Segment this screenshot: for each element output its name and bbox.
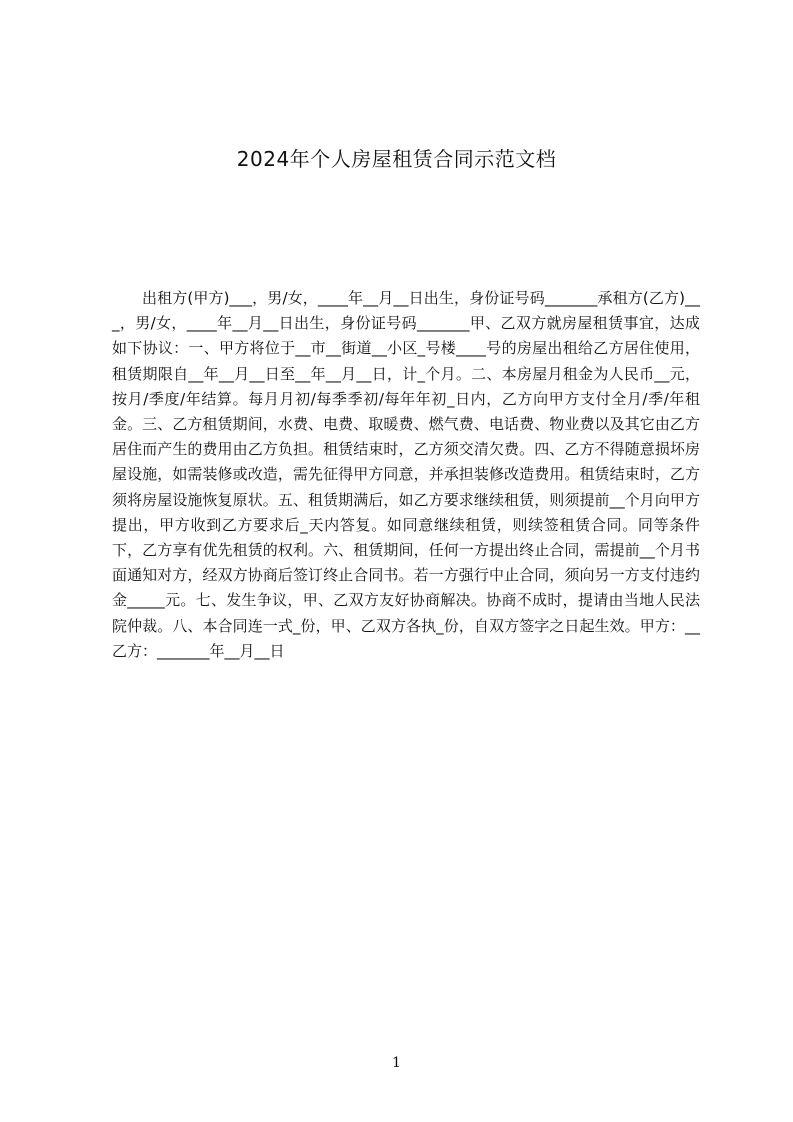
page-number: 1 xyxy=(392,1055,401,1071)
contract-body-paragraph: 出租方(甲方)___，男/女，____年__月__日出生，身份证号码_______承租方(乙方)___，男/女，____年__月__日出生，身份证号码_______甲、乙双方就房屋租赁事宜，达成如下协议：一、甲方将位于__市__街道__小区_号楼____号的房屋出租给乙方居住使用，租赁期限自__年__月__日至__年__月__日，计_个月。二、本房屋月租金为人民币__元，按月/季度/年结算。每月月初/每季季初/每年年初_日内，乙方向甲方支付全月/季/年租金。三、乙方租赁期间，水费、电费、取暖费、燃气费、电话费、物业费以及其它由乙方居住而产生的费用由乙方负担。租赁结束时，乙方须交清欠费。四、乙方不得随意损坏房屋设施，如需装修或改造，需先征得甲方同意，并承担装修改造费用。租赁结束时，乙方须将房屋设施恢复原状。五、租赁期满后，如乙方要求继续租赁，则须提前__个月向甲方提出，甲方收到乙方要求后_天内答复。如同意继续租赁，则续签租赁合同。同等条件下，乙方享有优先租赁的权利。六、租赁期间，任何一方提出终止合同，需提前__个月书面通知对方，经双方协商后签订终止合同书。若一方强行中止合同，须向另一方支付违约金_____元。七、发生争议，甲、乙双方友好协商解决。协商不成时，提请由当地人民法院仲裁。八、本合同连一式_份，甲、乙双方各执_份，自双方签字之日起生效。甲方：__乙方：_______年__月__日 xyxy=(112,289,700,660)
document-title: 2024年个人房屋租赁合同示范文档 xyxy=(236,147,557,171)
